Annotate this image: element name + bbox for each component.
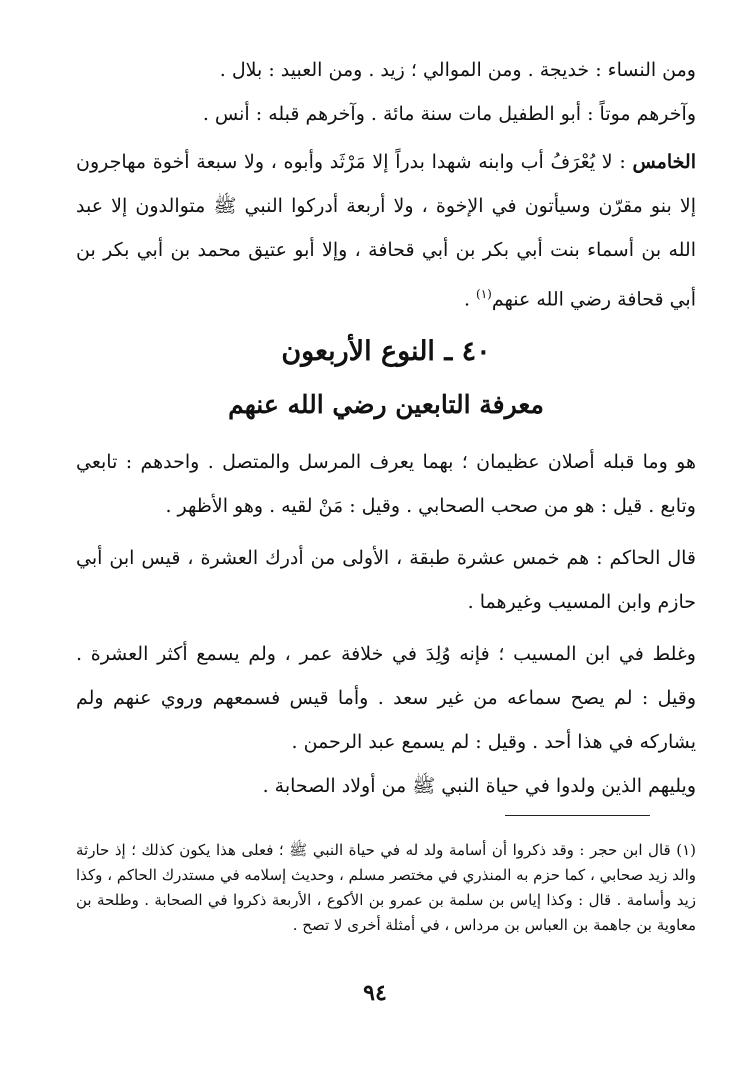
footnote-text: (١) قال ابن حجر : وقد ذكروا أن أسامة ولد له في حياة النبي ﷺ ؛ فعلى هذا يكون كذلك ؛ إذ حارثة والد زيد صحابي ، كما حزم به المنذري في مختصر مسلم ، وحديث إسلامه في مستدرك الحاكم ، وكذا زيد وأسامة . قال : وكذا إياس بن سلمة بن عمرو بن الأكوع ، الأربعة ذكروا في الصحابة . وطلحة بن معاوية بن جاهمة بن العباس بن مرداس ، في أمثلة أخرى لا تصح .	[76, 841, 696, 934]
fifth-lead: الخامس	[632, 151, 696, 173]
chapter-subtitle: معرفة التابعين رضي الله عنهم	[228, 390, 544, 419]
footnote	[76, 838, 696, 938]
page-number: ٩٤	[363, 980, 387, 1006]
fifth-text: : لا يُعْرَفُ أب وابنه شهدا بدراً إلا مَرْثَد وأبوه ، ولا سبعة أخوة مهاجرون إلا بنو مقرّن وسيأتون في الإخوة ، ولا أربعة أدركوا النبي ﷺ متوالدون إلا عبد الله بن أسماء بنت أبي بكر بن أبي قحافة ، وإلا أبو عتيق محمد بن أبي بكر بن أبي قحافة رضي الله عنهم	[76, 151, 696, 311]
chapter-title: ٤٠ ـ النوع الأربعون	[281, 336, 491, 367]
paragraph-2: قال الحاكم : هم خمس عشرة طبقة ، الأولى من أدرك العشرة ، قيس ابن أبي حازم وابن المسيب وغيرهما .	[76, 547, 696, 613]
paragraph-1: هو وما قبله أصلان عظيمان ؛ بهما يعرف المرسل والمتصل . واحدهم : تابعي وتابع . قيل : هو من صحب الصحابي . وقيل : مَنْ لقيه . وهو الأظهر .	[76, 451, 696, 517]
footnote-separator	[505, 815, 650, 816]
footnote-reference: (١)	[476, 287, 492, 301]
main-body	[76, 440, 696, 808]
fifth-paragraph	[76, 140, 696, 321]
last-to-die-line: وآخرهم موتاً : أبو الطفيل مات سنة مائة . وآخرهم قبله : أنس .	[202, 103, 696, 125]
paragraph-3: وغلط في ابن المسيب ؛ فإنه وُلِدَ في خلافة عمر ، ولم يسمع أكثر العشرة . وقيل : لم يصح سماعه من غير سعد . وأما قيس فسمعهم وروي عنهم ولم يشاركه في هذا أحد . وقيل : لم يسمع عبد الرحمن .	[76, 643, 696, 753]
fifth-end: .	[463, 288, 477, 311]
women-mawali-slaves-line: ومن النساء : خديجة . ومن الموالي ؛ زيد . ومن العبيد : بلال .	[219, 59, 696, 81]
paragraph-4: ويليهم الذين ولدوا في حياة النبي ﷺ من أولاد الصحابة .	[262, 775, 696, 797]
top-section	[76, 48, 696, 321]
